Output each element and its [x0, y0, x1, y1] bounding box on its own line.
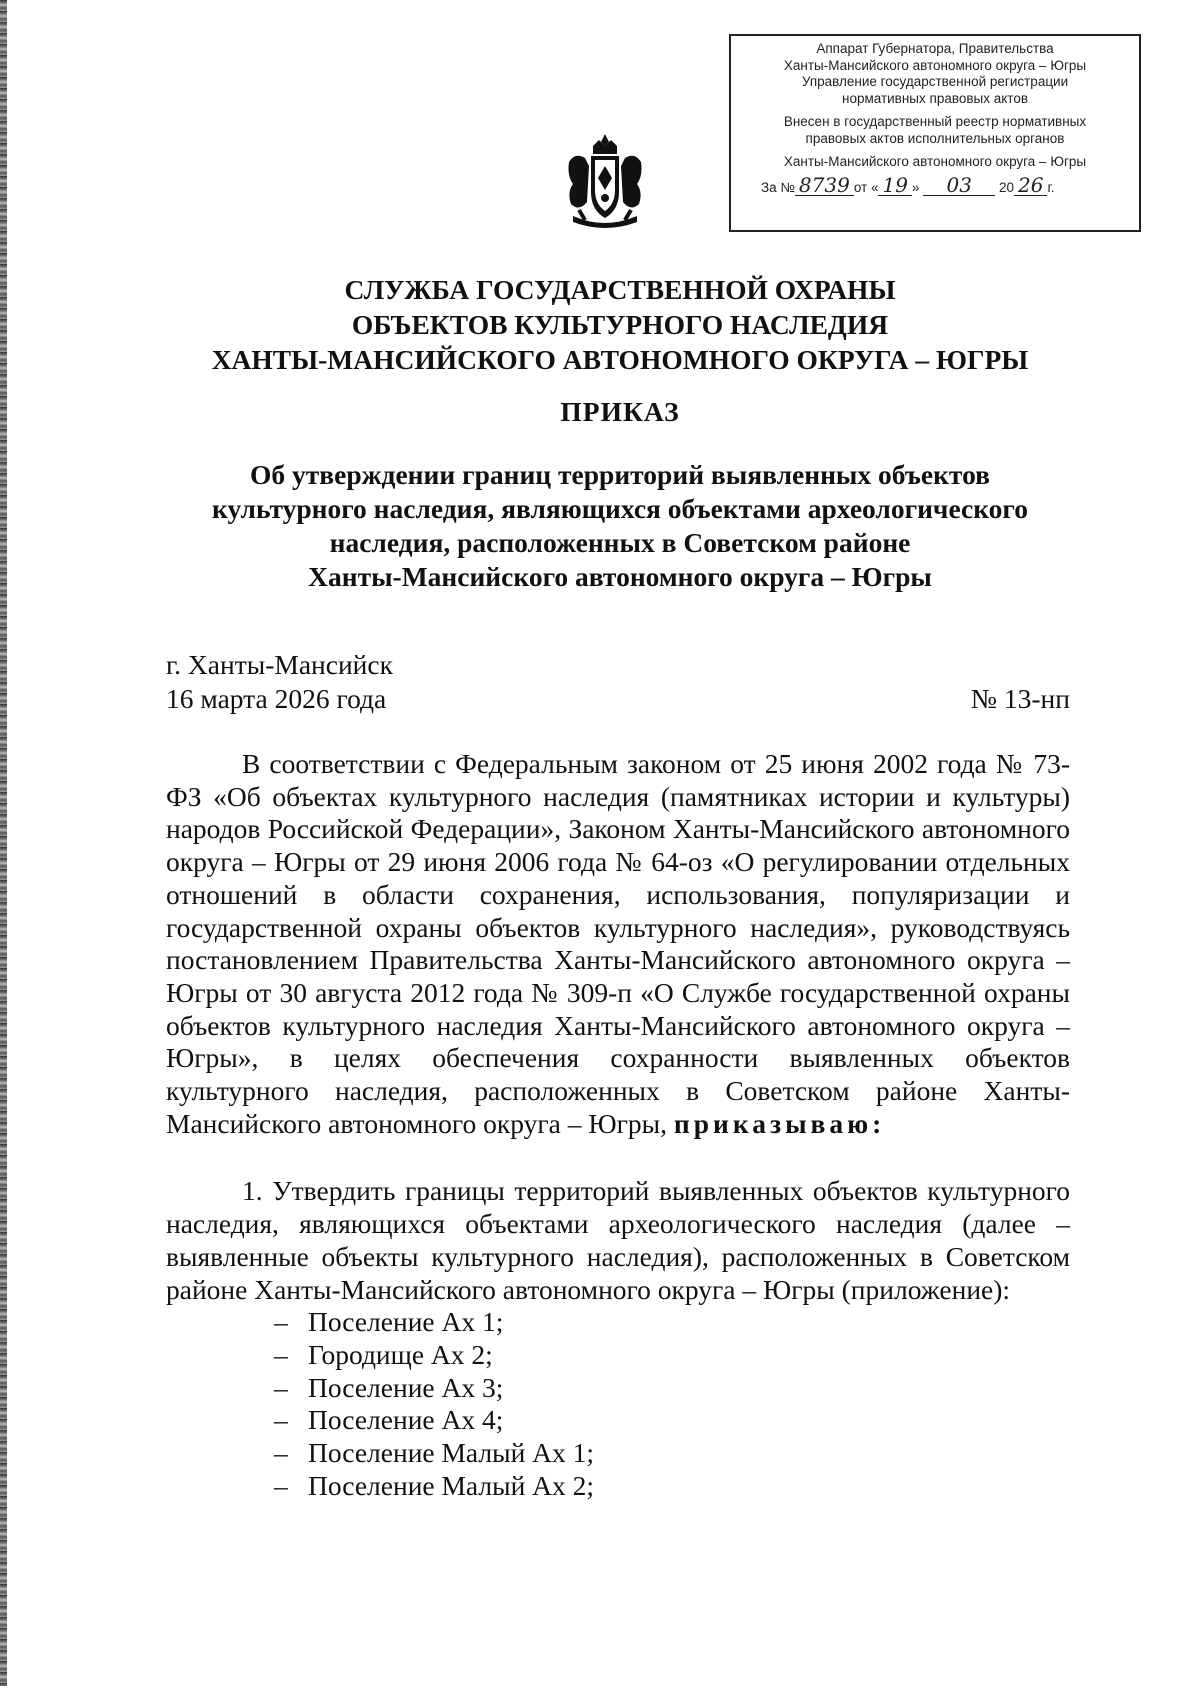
- agency-name-line: ОБЪЕКТОВ КУЛЬТУРНОГО НАСЛЕДИЯ: [351, 309, 889, 340]
- agency-name-line: ХАНТЫ-МАНСИЙСКОГО АВТОНОМНОГО ОКРУГА – ЮГРЫ: [211, 344, 1029, 375]
- document-subject: [0, 458, 1200, 594]
- stamp-line: Аппарат Губернатора, Правительства: [816, 41, 1054, 56]
- document-place: г. Ханты-Мансийск: [166, 649, 393, 680]
- list-item-text: Поселение Малый Ах 1;: [308, 1437, 595, 1469]
- scan-edge: [0, 0, 7, 1686]
- list-item: [274, 1404, 1070, 1437]
- dash-icon: –: [274, 1469, 288, 1501]
- body-paragraph-preamble: [166, 748, 1070, 1140]
- stamp-registration-line: [735, 172, 1135, 197]
- stamp-line: Ханты-Мансийского автономного округа – Югры: [783, 57, 1087, 73]
- document-date: 16 марта 2026 года: [166, 683, 387, 714]
- agency-name: [0, 272, 1200, 377]
- list-item-text: Поселение Ах 3;: [308, 1371, 504, 1403]
- stamp-line: Внесен в государственный реестр нормативных: [783, 114, 1087, 129]
- dash-icon: –: [274, 1404, 288, 1436]
- stamp-reg-year: 26: [1014, 175, 1047, 196]
- stamp-reg-year-prefix: 20: [998, 179, 1014, 195]
- stamp-line: правовых актов исполнительных органов: [805, 130, 1065, 146]
- list-item-text: Поселение Ах 4;: [308, 1404, 504, 1436]
- dash-icon: –: [274, 1437, 288, 1469]
- stamp-line: нормативных правовых актов: [841, 90, 1029, 106]
- agency-name-line: СЛУЖБА ГОСУДАРСТВЕННОЙ ОХРАНЫ: [344, 274, 896, 305]
- list-item: [274, 1306, 1070, 1339]
- stamp-line: Ханты-Мансийского автономного округа – Югры: [783, 154, 1087, 169]
- stamp-reg-suffix: г.: [1047, 179, 1055, 195]
- stamp-reg-day: 19: [878, 175, 911, 196]
- dash-icon: –: [274, 1306, 288, 1338]
- list-item: [274, 1339, 1070, 1372]
- objects-list: [166, 1306, 1070, 1502]
- list-item: [274, 1470, 1070, 1503]
- coat-of-arms-icon: [565, 132, 645, 232]
- subject-line: культурного наследия, являющихся объектами археологического: [212, 493, 1028, 524]
- document-number: № 13-нп: [970, 683, 1070, 714]
- list-item-text: Городище Ах 2;: [308, 1338, 493, 1370]
- stamp-reg-from: от «: [853, 179, 879, 195]
- stamp-reg-month: 03: [923, 175, 995, 196]
- document-meta: [166, 648, 1070, 716]
- subject-line: Об утверждении границ территорий выявленных объектов: [249, 459, 990, 490]
- stamp-reg-quote: »: [911, 179, 920, 195]
- body-paragraph-item-1: 1. Утвердить границы территорий выявленных объектов культурного наследия, являющихся объектами археологического наследия (далее – выявленные объекты культурного наследия), расположенных в Советском районе Ханты-Мансийского автономного округа – Югры (приложение):: [166, 1175, 1070, 1305]
- subject-line: Ханты-Мансийского автономного округа – Югры: [308, 561, 932, 592]
- list-item-text: Поселение Малый Ах 2;: [308, 1469, 595, 1501]
- stamp-reg-prefix: За №: [761, 179, 795, 195]
- list-item-text: Поселение Ах 1;: [308, 1306, 504, 1338]
- document-body: [166, 748, 1070, 1502]
- stamp-reg-number: 8739: [795, 175, 854, 196]
- order-keyword: приказываю:: [673, 1107, 886, 1139]
- document-type: ПРИКАЗ: [560, 396, 680, 427]
- registration-stamp: [729, 34, 1141, 232]
- subject-line: наследия, расположенных в Советском районе: [329, 527, 911, 558]
- list-item: [274, 1437, 1070, 1470]
- dash-icon: –: [274, 1371, 288, 1403]
- list-item: [274, 1372, 1070, 1405]
- dash-icon: –: [274, 1338, 288, 1370]
- preamble-text: В соответствии с Федеральным законом от 25 июня 2002 года № 73-ФЗ «Об объектах культурного наследия (памятниках истории и культуры) народов Российской Федерации», Законом Ханты-Мансийского автономного округа – Югры от 29 июня 2006 года № 64-оз «О регулировании отдельных отношений в области сохранения, использования, популяризации и государственной охраны объектов культурного наследия», руководствуясь постановлением Правительства Ханты-Мансийского автономного округа – Югры от 30 августа 2012 года № 309-п «О Службе государственной охраны объектов культурного наследия Ханты-Мансийского автономного округа – Югры», в целях обеспечения сохранности выявленных объектов культурного наследия, расположенных в Советском районе Ханты-Мансийского автономного округа – Югры,: [166, 748, 1070, 1139]
- stamp-line: Управление государственной регистрации: [801, 74, 1069, 89]
